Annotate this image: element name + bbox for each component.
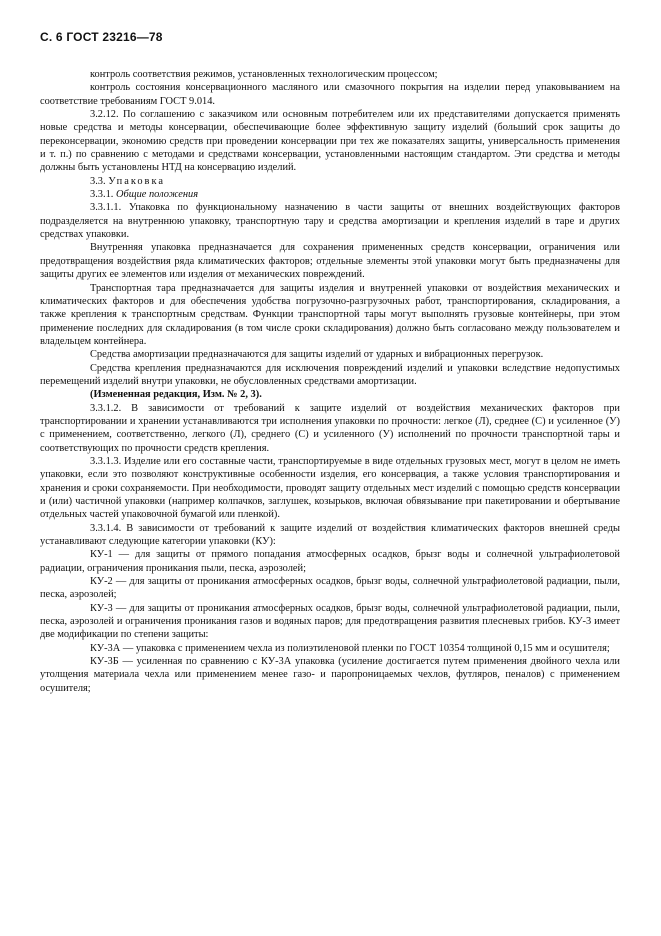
paragraph: контроль состояния консервационного масляного или смазочного покрытия на изделии перед упаковыванием на соответствие требованиям ГОСТ 9.014. — [40, 82, 620, 107]
section-heading-3-3 — [40, 175, 620, 188]
paragraph: Средства крепления предназначаются для исключения повреждений изделий и упаковки вследствие недопустимых перемещений изделий внутри упаковки, не обусловленных средствами амортизации. — [40, 362, 620, 387]
paragraph-3-3-1-1: 3.3.1.1. Упаковка по функциональному назначению в части защиты от внешних воздействующих факторов подразделяется на внутреннюю упаковку, транспортную тару и средства амортизации и крепления изделий в таре и других средствах упаковки. — [40, 202, 620, 241]
subsection-number: 3.3.1. — [90, 189, 114, 201]
paragraph: Средства амортизации предназначаются для защиты изделий от ударных и вибрационных перегрузок. — [90, 349, 544, 361]
paragraph: Внутренняя упаковка предназначается для сохранения примененных средств консервации, ограничения или предотвращения воздействия ряда климатических факторов; отдельные элементы этой упаковки могут быть предназначены для защиты других ее элементов или изделия от механических повреждений. — [40, 242, 620, 281]
paragraph-3-3-1-4: 3.3.1.4. В зависимости от требований к защите изделий от воздействия климатических факторов внешней среды устанавливают следующие категории упаковки (КУ): — [40, 522, 620, 548]
amendment-note: (Измененная редакция, Изм. № 2, 3). — [90, 389, 262, 401]
list-item-ku-1: КУ-1 — для защиты от прямого попадания атмосферных осадков, брызг воды и солнечной ультрафиолетовой радиации, ограничения проникания пыли, песка, аэрозолей; — [40, 549, 620, 574]
subsection-title: Общие положения — [116, 189, 199, 201]
list-item-ku-3: КУ-3 — для защиты от проникания атмосферных осадков, брызг воды, солнечной ультрафиолетовой радиации, пыли, песка, аэрозолей и ограничения проникания газов и водяных паров; для предотвращения развития плесневых грибов. КУ-3 имеет две модификации по степени защиты: — [40, 602, 620, 641]
document-page — [40, 30, 620, 695]
paragraph-3-2-12: 3.2.12. По соглашению с заказчиком или основным потребителем или их представителями допускается применять новые средства и методы консервации, обеспечивающие более эффективную защиту изделий (больший срок защиты до переконсервации, экономию средств при проведении консервации при тех же показателях защиты, универсальность применения и т. п.) по сравнению с методами и средствами консервации, установленными настоящим стандартом. Эти средства и методы должны быть установлены НТД на консервацию изделий. — [40, 109, 620, 174]
paragraph-3-3-1-3: 3.3.1.3. Изделие или его составные части, транспортируемые в виде отдельных грузовых мест, могут в целом не иметь упаковки, если это позволяют конструктивные особенности изделия, его консервация, а также условия транспортирования и хранения и сроки сохраняемости. При необходимости, проводят защиту отдельных мест изделий с помощью средств консервации и (или) частичной упаковки (например колпачков, заглушек, козырьков, включая обвязывание при пакетировании и обертывание отдельных частей упаковочной бумагой или пленкой). — [40, 455, 620, 521]
paragraph: контроль соответствия режимов, установленных технологическим процессом; — [90, 69, 438, 80]
list-item-ku-3a: КУ-3А — упаковка с применением чехла из полиэтиленовой пленки по ГОСТ 10354 толщиной 0,15 мм и осушителя; — [90, 642, 610, 654]
page-header: С. 6 ГОСТ 23216—78 — [40, 30, 163, 44]
section-title: Упаковка — [108, 175, 165, 187]
list-item-ku-3b: КУ-3Б — усиленная по сравнению с КУ-3А упаковка (усиление достигается путем применения двойного чехла или утолщения материала чехла или применением менее газо- и паропроницаемых чехлов, футляров, пеналов) с применением осушителя; — [40, 656, 620, 694]
paragraph: Транспортная тара предназначается для защиты изделия и внутренней упаковки от воздействия механических и климатических факторов и для обеспечения удобства погрузочно-разгрузочных работ, транспортирования, складирования, а также крепления к транспортным средствам. Функции транспортной тары могут выполнять грузовые контейнеры, при этом применение последних для складирования (в том числе сроки складирования) должно быть согласовано между пользователем и владельцем контейнера. — [40, 282, 620, 347]
section-number: 3.3. — [90, 175, 106, 187]
list-item-ku-2: КУ-2 — для защиты от проникания атмосферных осадков, брызг воды, солнечной ультрафиолетовой радиации, пыли, песка, аэрозолей; — [40, 576, 620, 601]
subsection-heading-3-3-1 — [40, 188, 620, 201]
paragraph-3-3-1-2: 3.3.1.2. В зависимости от требований к защите изделий от воздействия механических факторов при транспортировании и хранении устанавливаются три исполнения упаковки по прочности: легкое (Л), среднее (С) и усиленное (У) с применением, соответственно, легкого (Л), среднего (С) и усиленного (У) исполнений по прочности транспортной тары и соответствующих по прочности средств крепления. — [40, 402, 620, 454]
